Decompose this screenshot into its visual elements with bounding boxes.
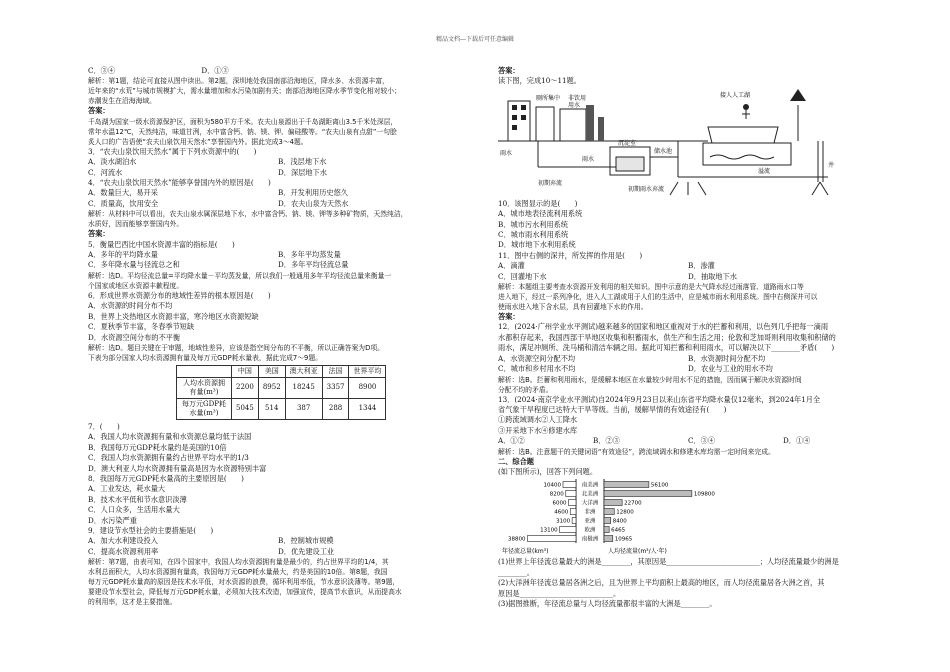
data-label-left: 6000: [552, 500, 567, 507]
explanation: 要建设节水型社会，降低每万元GDP耗水量，必须加大技术改造，加强宣传，提高节水意识，从而提高水: [88, 588, 402, 597]
explanation: 解析：选B。注意题干的关键词语“有效途径”，跨流域调水和修建水库均需一定时间来完成。: [498, 447, 775, 456]
table-cell: 8900: [349, 377, 386, 398]
table-cell: 5045: [232, 398, 259, 419]
option: C．河流水: [88, 167, 123, 177]
option: B．开发利用历史悠久: [278, 188, 348, 198]
answer-label: 答案：: [498, 312, 520, 322]
page-header: 精品文档---下载后可任意编辑: [435, 36, 515, 43]
table-cell: 288: [322, 398, 349, 419]
explanation: 解析：本题组主要考查水资源开发利用的相关知识。图中示意的是大气降水经过雨落管、道路雨水口等: [498, 283, 804, 292]
sub-question-2: (2)大洋洲年径流总量居各洲之后，且为世界上平均面积上最高的地区，而人均径流量居各大洲之首，其: [498, 578, 825, 588]
rainwater-system-figure: [498, 87, 878, 199]
option: B．世界上炎热地区水资源丰富，寒冷地区水资源短缺: [88, 311, 259, 321]
figure-label: 井: [828, 161, 835, 169]
explanation: 使雨水进入地下含水层，具有回灌地下水的作用。: [498, 303, 648, 312]
sub-question-1: ________。: [498, 567, 534, 577]
table-cell: 387: [285, 398, 322, 419]
option: C．夏秋季节丰富，冬春季节短缺: [88, 322, 195, 332]
question-12: 12．(2024·广州学业水平测试)越来越多的国家和地区重视对于水的拦蓄和利用，以色列几乎把每一滴雨: [498, 322, 829, 332]
category-label: 北美洲: [581, 491, 599, 498]
option: C．我国人均水资源拥有量约占世界平均水平的1/3: [88, 453, 249, 463]
option: A．数量巨大，易开采: [88, 188, 158, 198]
option: D．城市地下水利用系统: [498, 240, 576, 250]
material-text: 下表为部分国家人均水资源拥有量及每万元GDP耗水量表，据此完成7～9题。: [88, 353, 322, 362]
bar-per-capita-runoff: [604, 509, 614, 515]
option: C．质量高，饮用安全: [88, 198, 159, 208]
material-text: 千岛湖为国家一级水资源保护区，面积为580平方千米。农夫山泉源出于千岛湖距离山3.5千米处深层，: [88, 117, 398, 126]
x-axis-label-right: 人均径流量(m³/人·年): [608, 548, 667, 556]
question-10: 10．该图显示的是( ): [498, 198, 578, 208]
figure-label: 雨水: [500, 149, 513, 157]
option: C．回灌地下水: [498, 271, 547, 281]
material-text: 常年水温12℃，天然纯洁，味道甘洌，水中富含钙、钠、镁、钾、偏硅酸等。“农夫山泉有点甜”一句脍: [88, 127, 397, 136]
table-cell: 2200: [232, 377, 259, 398]
explanation: 进入地下，经过一系列净化，进入人工湖或用于人们的生活中，应是城市雨水利用系统。图中右侧深井可以: [498, 293, 818, 302]
option: A．工业发达，耗水量大: [88, 484, 166, 494]
explanation: 近年来的“水荒”与城市规模扩大，需水量增加和水污染加剧有关；南部沿海地区降水季节变化相对较小；: [88, 87, 401, 96]
figure-label: 接人人工湖: [720, 91, 751, 99]
data-label-right: 10965: [614, 536, 633, 543]
data-label-right: 109800: [693, 491, 715, 498]
option: C．提高水资源利用率: [88, 546, 159, 556]
table-cell: 3357: [322, 377, 349, 398]
left-column: [88, 66, 468, 607]
figure-label: 初期雨水弃流: [628, 185, 665, 193]
option: B．水资源时间分配不均: [688, 353, 766, 363]
table-cell: 8952: [258, 377, 285, 398]
rainwater-system-diagram: [498, 87, 878, 199]
answer-label: 答案：: [88, 106, 110, 116]
category-label: 南极洲: [581, 536, 599, 543]
option-line: C．③④ D．①③: [88, 66, 229, 75]
runoff-chart-figure: [498, 477, 878, 557]
bar-annual-runoff: [566, 491, 576, 497]
table-header-cell: 美国: [258, 365, 285, 377]
option: B．技术水平低和节水意识淡薄: [88, 494, 187, 504]
figure-label: 雨水: [582, 155, 595, 163]
right-column: [498, 66, 878, 609]
option: B．控制城市规模: [278, 536, 334, 546]
question-13: 13．(2024·南京学业水平测试)自2024年9月23日以来山东省平均降水量仅12毫米，到2024年1月全: [498, 394, 821, 404]
x-axis-label-left: 年径流总量(km³): [502, 548, 549, 556]
data-label-right: 8400: [612, 518, 627, 525]
question-5: 5．衡量巴西比中国水资源丰富的指标是( ): [88, 239, 235, 249]
sub-question-1: (1)世界上年径流总量最大的洲是________，其原因是__________________________；人均径流量最少的洲是: [498, 557, 839, 567]
answer-label: 答案：: [88, 229, 110, 239]
runoff-chart: [498, 477, 878, 557]
option: D．深层地下水: [278, 167, 327, 177]
question-7: 7．( ): [88, 421, 120, 431]
option: C．多年降水量与径流总之和: [88, 260, 180, 270]
category-label: 南美洲: [581, 482, 599, 489]
option: D．①④: [783, 436, 811, 446]
option: D．多年平均径流总量: [278, 260, 349, 270]
category-label: 大洋洲: [581, 500, 599, 507]
data-label-right: 12800: [616, 509, 634, 516]
sub-question-3: (3)据图推断，年径流总量与人均径流量都很丰富的大洲是________。: [498, 598, 717, 608]
bar-annual-runoff: [569, 500, 577, 506]
data-label-right: 6465: [611, 527, 626, 534]
option: C．城市雨水利用系统: [498, 230, 569, 240]
data-label-right: 56100: [650, 482, 669, 489]
bar-per-capita-runoff: [604, 536, 613, 542]
bar-per-capita-runoff: [604, 527, 609, 533]
question-12: 雨水，满足冲厕所、洗马桶和清洁车辆之用。据此可知拦蓄和利用雨水，可以解决以下________矛盾( ): [498, 343, 835, 353]
explanation: 水质好，因而能够享誉国内外。: [88, 220, 184, 229]
option: B．我国每万元GDP耗水量约是美国的10倍: [88, 442, 227, 452]
option: A．城市地表径流利用系统: [498, 209, 583, 219]
explanation: 解析：从材料中可以看出，农夫山泉水属深层地下水，水中富含钙、钠、镁、钾等多种矿物质，天然纯洁，: [88, 210, 408, 219]
option: A．淡水湖泊水: [88, 157, 137, 167]
question-8: 8．我国每万元GDP耗水量高的主要原因是( ): [88, 473, 244, 483]
figure-label: 厕所集中: [536, 94, 561, 102]
option: B．浅层地下水: [278, 157, 327, 167]
explanation: 水利总面积大，人均水资源拥有量高，我国每万元GDP耗水量最大，约是美国的10倍。第8题，我国: [88, 568, 388, 577]
option: D．农夫山泉为天然水: [278, 198, 349, 208]
figure-label: 储水池: [654, 147, 673, 155]
figure-label: 沉淀室: [618, 139, 637, 147]
question-12: 水都积存起来，我国西部干旱地区收集和积蓄雨水，供生产和生活之用；伦敦和芝加哥则利用收集和积储的: [498, 332, 836, 342]
table-header-cell: 法国: [322, 365, 349, 377]
data-label-left: 8200: [549, 491, 564, 498]
question-6: 6．形成世界水资源分布的地域性差异的根本原因是( ): [88, 290, 271, 300]
question-14: (如下图所示)，回答下列问题。: [498, 466, 598, 476]
explanation: 的利用率，这才是主要措施。: [88, 598, 177, 607]
bar-annual-runoff: [570, 509, 576, 515]
figure-label: 用水: [568, 101, 581, 109]
option: B．渗灌: [688, 261, 715, 271]
option: B．城市污水利用系统: [498, 219, 568, 229]
bar-per-capita-runoff: [604, 491, 692, 497]
option: A．加大水利建设投入: [88, 536, 158, 546]
option: D．抽取地下水: [688, 271, 737, 281]
option: B．②③: [593, 436, 620, 446]
option: A．水资源空间分配不均: [498, 353, 576, 363]
data-label-left: 38800: [508, 536, 526, 543]
explanation: 解析：第1题，结论可直接从图中读出。第2题，深圳地处我国南部沿海地区，降水多、水资源丰富，: [88, 77, 389, 86]
option: D．优先建设工业: [278, 546, 335, 556]
option: A．水资源的时间分布不均: [88, 301, 173, 311]
option: D．农业与工业的用水不均: [688, 364, 773, 374]
bar-annual-runoff: [563, 482, 576, 488]
figure-label: 初期弃流: [538, 179, 563, 187]
figure-label: 溢流: [758, 167, 771, 175]
bar-per-capita-runoff: [604, 518, 611, 524]
bar-per-capita-runoff: [604, 482, 649, 488]
option: A．滴灌: [498, 261, 525, 271]
category-label: 亚洲: [584, 518, 596, 525]
explanation: 解析：选B。拦蓄和利用雨水，是缓解本地区在水量较少时用水不足的措施，因而属于解决水资源时间: [498, 375, 802, 384]
sub-question-2: 原因是__________________________。: [498, 588, 621, 598]
table-cell: 18245: [285, 377, 322, 398]
data-label-left: 3100: [556, 518, 571, 525]
explanation: 每万元GDP耗水量高的原因是技术水平低，对水资源的浪费，循环利用率低，节水意识淡薄等。第9题，: [88, 578, 400, 587]
material-text: 炙人口的广告语使“农夫山泉饮用天然水”享誉国内外。据此完成3～4题。: [88, 137, 308, 146]
explanation: 解析：第7题，由表可知，在四个国家中，我国人均水资源拥有量是最少的，约占世界平均的1/4，其: [88, 558, 389, 567]
bar-per-capita-runoff: [604, 500, 622, 506]
explanation: 解析：选D。平均径流总量=平均降水量－平均蒸发量，所以我们一般通用多年平均径流总量来衡量一: [88, 271, 392, 280]
option: A．多年的平均降水量: [88, 250, 158, 260]
question-4: 4．“农夫山泉饮用天然水”能够享誉国内外的原因是( ): [88, 178, 271, 188]
option: C．人口众多，生活用水量大: [88, 505, 180, 515]
question-9: 9．建设节水型社会的主要措施是( ): [88, 525, 214, 535]
option: D．水资源空间分布的不平衡: [88, 332, 181, 342]
answer-label: 答案：: [498, 66, 520, 75]
option: B．多年平均蒸发量: [278, 250, 341, 260]
table-cell: 514: [258, 398, 285, 419]
option: A．①②: [498, 436, 525, 446]
explanation: 赤潮发生在沿海海域。: [88, 97, 156, 106]
table-header-cell: 世界平均: [349, 365, 386, 377]
row-label: 每万元GDP耗水量(m³): [177, 398, 232, 419]
material-text: 读下图，完成10～11题。: [498, 76, 581, 86]
data-label-right: 22700: [624, 500, 642, 507]
question-11: 11．图中右侧的深井，所发挥的作用是( ): [498, 250, 643, 260]
category-label: 非洲: [584, 509, 596, 516]
water-resource-table: [176, 365, 386, 420]
data-label-left: 13100: [540, 527, 558, 534]
table-header-cell: 澳大利亚: [285, 365, 322, 377]
explanation: 解析：选D。题目关键在于审题，地域性差异，应该是指空间分布的不平衡，所以正确答案为D项。: [88, 343, 384, 352]
option: D．澳大利亚人均水资源拥有量高是因为水资源特别丰富: [88, 463, 267, 473]
bar-annual-runoff: [528, 536, 577, 542]
data-label-left: 4600: [554, 509, 569, 516]
option: C．③④: [688, 436, 716, 446]
explanation: 分配不均的矛盾。: [498, 385, 553, 394]
table-header-cell: [177, 365, 232, 377]
explanation: 个国家或地区水资源丰歉程度。: [88, 281, 184, 290]
question-3: 3．“农夫山泉饮用天然水”属于下列水资源中的( ): [88, 146, 257, 156]
bar-annual-runoff: [572, 518, 576, 524]
question-13: 省气象干旱程度已达特大干旱等级。当前，缓解旱情的有效途径有( ): [498, 404, 727, 414]
section-title: 二、综合题: [498, 456, 534, 466]
option: A．我国人均水资源拥有量和水资源总量均低于法国: [88, 432, 252, 442]
table-cell: 1344: [349, 398, 386, 419]
option: C．城市和乡村用水不均: [498, 364, 576, 374]
data-label-left: 10400: [543, 482, 561, 489]
figure-label: 非饮用: [568, 94, 587, 102]
statement: ③开采地下水④修建水库: [498, 425, 578, 435]
table-header-cell: 中国: [232, 365, 259, 377]
row-label: 人均水资源拥有量(m³): [177, 377, 232, 398]
option: D．水污染严重: [88, 515, 137, 525]
bar-annual-runoff: [560, 527, 576, 533]
category-label: 欧洲: [584, 527, 596, 534]
statement: ①跨流域调水②人工降水: [498, 415, 578, 425]
